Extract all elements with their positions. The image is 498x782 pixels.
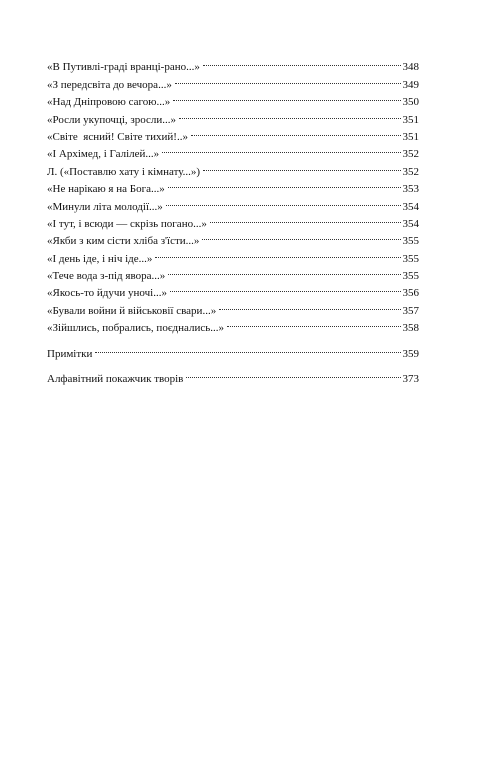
toc-entry-title: «І тут, і всюди — скрізь погано...» [47,217,207,230]
toc-entry-page: 356 [402,287,419,300]
dot-leader [177,105,401,122]
dot-leader [225,314,401,331]
toc-entry-page: 349 [402,78,419,91]
dot-leader [171,88,401,105]
dot-leader [184,365,401,382]
toc-entry-page: 353 [402,183,419,196]
dot-leader [153,244,401,261]
toc-entry-title: «Росли укупочці, зросли...» [47,113,177,126]
toc-entry-title: «І день іде, і ніч іде...» [47,252,153,265]
toc-entry-page: 354 [402,200,419,213]
toc-entry-title: «Бували войни й військовії свари...» [47,304,217,317]
dot-leader [164,192,402,209]
dot-leader [173,70,402,87]
dot-leader [189,123,402,140]
toc-entry-title: «В Путивлі-граді вранці-рано...» [47,61,200,74]
toc-entry-page: 359 [402,347,419,360]
toc-entry-page: 352 [402,165,419,178]
dot-leader [200,227,401,244]
toc-entry-title: «З передсвіта до вечора...» [47,78,172,91]
dot-leader [93,339,401,356]
dot-leader [160,140,401,157]
toc-entry-title: Примітки [47,347,93,360]
toc-entry-index [47,365,419,386]
toc-entry-page: 373 [402,373,419,386]
toc-entry-page: 355 [402,252,419,265]
dot-leader [208,210,402,227]
toc-entry-notes [47,339,419,360]
toc-entry-title: «Минули літа молодії...» [47,200,163,213]
dot-leader [201,53,402,70]
toc-entry-title: «Якби з ким сісти хліба з'їсти...» [47,235,200,248]
toc-entry-title: «Якось-то йдучи уночі...» [47,287,167,300]
dot-leader [166,262,401,279]
dot-leader [166,175,402,192]
toc-entry [47,53,419,74]
dot-leader [201,157,401,174]
dot-leader [168,279,402,296]
toc-entry-page: 350 [402,96,419,109]
toc-entry-page: 355 [402,235,419,248]
toc-entry-title: «Світе ясний! Світе тихий!..» [47,130,188,143]
dot-leader [217,296,401,313]
toc-entry-page: 358 [402,322,419,335]
toc-entry-title: «Не нарікаю я на Бога...» [47,183,165,196]
toc-entry-page: 354 [402,217,419,230]
toc-entry-title: Л. («Поставлю хату і кімнату...») [47,165,201,178]
table-of-contents [47,53,419,386]
toc-entry-page: 348 [402,61,419,74]
toc-entry-page: 352 [402,148,419,161]
toc-entry-title: Алфавітний покажчик творів [47,373,184,386]
toc-entry-title: «І Архімед, і Галілей...» [47,148,160,161]
toc-entry-page: 357 [402,304,419,317]
toc-entry-page: 351 [402,130,419,143]
toc-entry-page: 351 [402,113,419,126]
toc-entry-page: 355 [402,270,419,283]
toc-entry-title: «Зійшлись, побрались, поєднались...» [47,322,225,335]
toc-entry-title: «Тече вода з-під явора...» [47,270,166,283]
toc-entry-title: «Над Дніпровою сагою...» [47,96,171,109]
